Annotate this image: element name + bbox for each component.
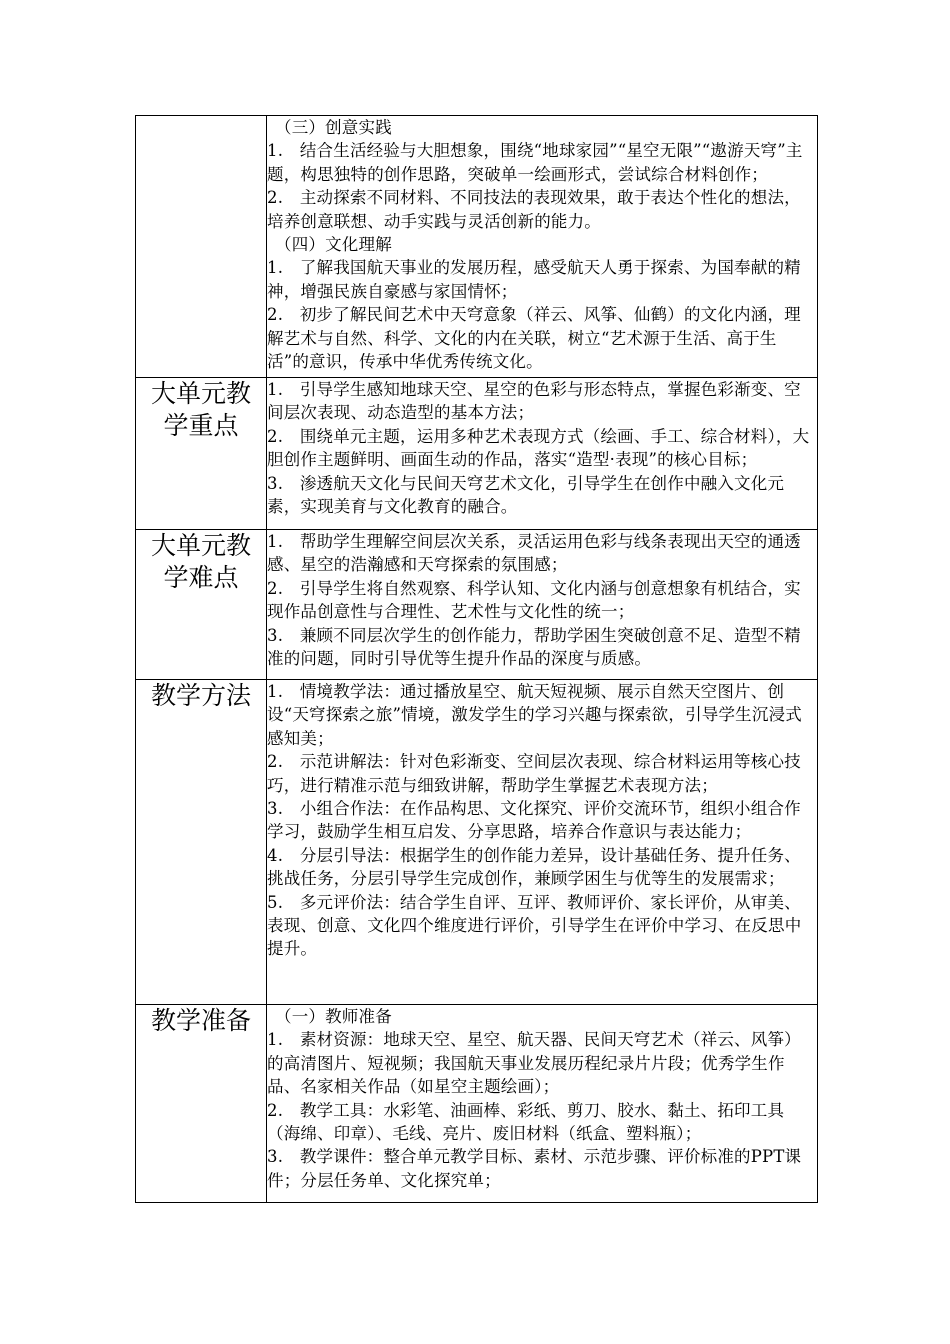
content-paragraph: 1. 情境教学法：通过播放星空、航天短视频、展示自然天空图片、创设“天穹探索之旅”情境，激发学生的学习兴趣与探索欲，引导学生沉浸式感知美； <box>267 682 802 748</box>
row-content <box>267 680 818 1005</box>
row-label <box>136 1005 267 1203</box>
row-label-line: 教学准备 <box>150 1006 251 1035</box>
content-paragraph: 2. 示范讲解法：针对色彩渐变、空间层次表现、综合材料运用等核心技巧，进行精准示范与细致讲解，帮助学生掌握艺术表现方法； <box>267 752 801 795</box>
row-label <box>136 530 267 680</box>
content-paragraph: 1. 引导学生感知地球天空、星空的色彩与形态特点，掌握色彩渐变、空间层次表现、动态造型的基本方法； <box>267 380 801 423</box>
row-label-line: 教学方法 <box>150 681 251 710</box>
content-paragraph: 1. 结合生活经验与大胆想象，围绕“地球家园”“星空无限”“遨游天穹”主题，构思独特的创作思路，突破单一绘画形式，尝试综合材料创作； <box>267 141 803 184</box>
content-paragraph: 4. 分层引导法：根据学生的创作能力差异，设计基础任务、提升任务、挑战任务，分层引导学生完成创作，兼顾学困生与优等生的发展需求； <box>267 845 801 889</box>
row-content <box>267 530 818 680</box>
section-heading: （三）创意实践 <box>275 118 392 137</box>
content-paragraph: 3. 小组合作法：在作品构思、文化探究、评价交流环节，组织小组合作学习，鼓励学生相互启发、分享思路，培养合作意识与表达能力； <box>267 799 801 842</box>
content-paragraph: 5. 多元评价法：结合学生自评、互评、教师评价、家长评价，从审美、表现、创意、文化四个维度进行评价，引导学生在评价中学习、在反思中提升。 <box>267 892 802 959</box>
content-paragraph: 1. 素材资源：地球天空、星空、航天器、民间天穹艺术（祥云、风筝）的高清图片、短视频；我国航天事业发展历程纪录片片段；优秀学生作品、名家相关作品（如星空主题绘画）； <box>267 1030 801 1097</box>
row-label-line: 学重点 <box>163 411 239 440</box>
lesson-plan-body <box>136 116 818 1203</box>
content-paragraph: 1. 了解我国航天事业的发展历程，感受航天人勇于探索、为国奉献的精神，增强民族自豪感与家国情怀； <box>267 258 801 301</box>
content-paragraph: 2. 引导学生将自然观察、科学认知、文化内涵与创意想象有机结合，实现作品创意性与合理性、艺术性与文化性的统一； <box>267 578 801 622</box>
table-row <box>136 530 818 680</box>
row-content <box>267 1005 818 1203</box>
row-content <box>267 378 818 530</box>
row-label-line: 大单元教 <box>150 531 251 560</box>
content-paragraph: 2. 教学工具：水彩笔、油画棒、彩纸、剪刀、胶水、黏土、拓印工具（海绵、印章）、毛线、亮片、废旧材料（纸盒、塑料瓶）； <box>267 1100 785 1144</box>
section-heading: （一）教师准备 <box>275 1007 392 1026</box>
table-row <box>136 116 818 378</box>
row-label-line: 大单元教 <box>150 379 251 408</box>
content-paragraph: 2. 围绕单元主题，运用多种艺术表现方式（绘画、手工、综合材料），大胆创作主题鲜明、画面生动的作品，落实“造型·表现”的核心目标； <box>267 426 810 470</box>
row-label <box>136 680 267 1005</box>
row-label-line: 学难点 <box>163 563 239 592</box>
content-paragraph: 2. 主动探索不同材料、不同技法的表现效果，敢于表达个性化的想法，培养创意联想、动手实践与灵活创新的能力。 <box>267 188 801 231</box>
row-content <box>267 116 818 378</box>
section-heading: （四）文化理解 <box>275 235 392 255</box>
content-paragraph: 1. 帮助学生理解空间层次关系，灵活运用色彩与线条表现出天空的通透感、星空的浩瀚感和天穹探索的氛围感； <box>267 532 801 575</box>
table-row <box>136 680 818 1005</box>
content-paragraph: 2. 初步了解民间艺术中天穹意象（祥云、风筝、仙鹤）的文化内涵，理解艺术与自然、科学、文化的内在关联，树立“艺术源于生活、高于生活”的意识，传承中华优秀传统文化。 <box>267 305 801 372</box>
lesson-plan-table <box>135 115 818 1203</box>
content-paragraph: 3. 教学课件：整合单元教学目标、素材、示范步骤、评价标准的PPT课件；分层任务单、文化探究单； <box>267 1147 802 1190</box>
content-paragraph: 3. 兼顾不同层次学生的创作能力，帮助学困生突破创意不足、造型不精准的问题，同时引导优等生提升作品的深度与质感。 <box>267 625 801 669</box>
row-label <box>136 116 267 378</box>
table-row <box>136 378 818 530</box>
table-row <box>136 1005 818 1203</box>
row-label <box>136 378 267 530</box>
content-paragraph: 3. 渗透航天文化与民间天穹艺术文化，引导学生在创作中融入文化元素，实现美育与文化教育的融合。 <box>267 473 785 517</box>
